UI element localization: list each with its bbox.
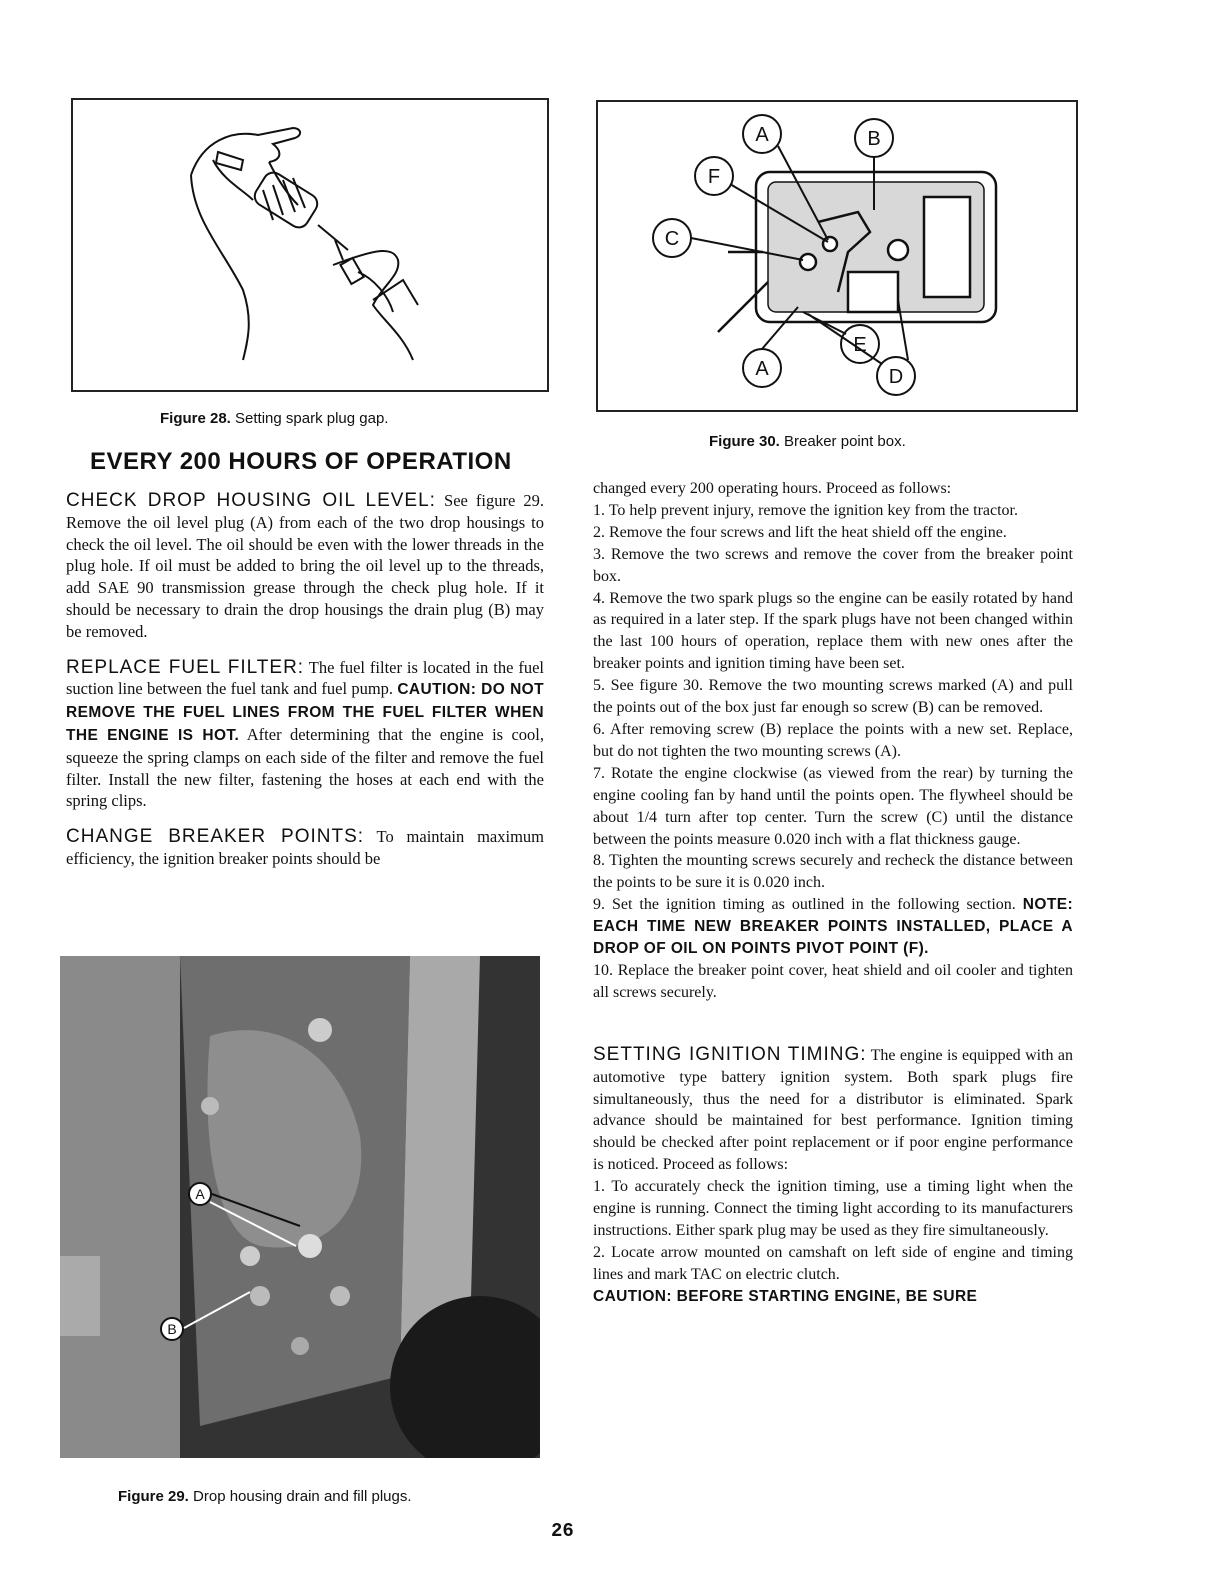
breaker-step-3: 3. Remove the two screws and remove the cover from the breaker point box. [593,545,1073,585]
svg-text:F: F [707,166,721,188]
check-drop-paragraph: CHECK DROP HOUSING OIL LEVEL: See figure 29. Remove the oil level plug (A) from each of the two drop housings to check the oil level. The oil should be even with the lower threads in the plug hole. If oil must be added to bring the oil level up to the threads, add SAE 90 transmission grease through the check plug hole. If it should be necessary to drain the drop housings the drain plug (B) may be removed. [66,490,544,641]
timing-heading: SETTING IGNITION TIMING: [593,1043,867,1065]
svg-text:A: A [755,358,769,380]
breaker-points-continued: changed every 200 operating hours. Proceed as follows: [593,480,952,497]
breaker-step-4: 4. Remove the two spark plugs so the engine can be easily rotated by hand as required in a later step. If the spark plugs have not been changed within the last 100 hours of operation, replace them with new ones after the breaker points and ignition timing have been set. [593,589,1073,673]
breaker-step-5: 5. See figure 30. Remove the two mounting screws marked (A) and pull the points out of the box just far enough so screw (B) can be removed. [593,677,1073,717]
figure-28-caption: Figure 28. Setting spark plug gap. [160,410,389,427]
breaker-step-10: 10. Replace the breaker point cover, heat shield and oil cooler and tighten all screws securely. [593,961,1073,1001]
svg-text:B: B [867,128,881,150]
fuel-filter-caution: CAUTION: DO NOT REMOVE THE FUEL LINES FROM THE FUEL FILTER WHEN THE ENGINE IS HOT. [66,681,545,744]
timing-paragraph: SETTING IGNITION TIMING: The engine is equipped with an automotive type battery ignition system. Both spark plugs fire simultaneously, thus the need for a distributor is eliminated. Spark advance should be maintained for best performance. Ignition timing should be checked after point replacement or if poor engine performance is noticed. Proceed as follows: [593,1043,1073,1174]
breaker-points-paragraph: CHANGE BREAKER POINTS: To maintain maximum efficiency, the ignition breaker points should be [66,826,544,868]
page-number: 26 [551,1520,574,1542]
svg-text:A: A [755,124,769,146]
breaker-step-7: 7. Rotate the engine clockwise (as viewed from the rear) by turning the engine cooling fan by hand until the points open. The flywheel should be about 1/4 turn after top center. Turn the screw (C) until the distance between the points measure 0.020 inch with a flat thickness gauge. [593,764,1073,848]
figure-30-frame [596,100,1078,412]
svg-text:C: C [664,228,680,250]
figure-30-caption: Figure 30. Breaker point box. [709,433,906,450]
breaker-step-2: 2. Remove the four screws and lift the heat shield off the engine. [593,523,1007,541]
breaker-step-1: 1. To help prevent injury, remove the ignition key from the tractor. [593,501,1018,519]
breaker-step-6: 6. After removing screw (B) replace the points with a new set. Replace, but do not tighten the two mounting screws (A). [593,720,1073,760]
breaker-step-9: 9. Set the ignition timing as outlined in the following section. NOTE: EACH TIME NEW BREAKER POINTS INSTALLED, PLACE A DROP OF OIL ON POINTS PIVOT POINT (F). [593,896,1073,958]
spark-plug-gap-illustration [73,100,547,390]
svg-text:D: D [888,366,904,388]
breaker-step-8: 8. Tighten the mounting screws securely and recheck the distance between the points to be sure it is 0.020 inch. [593,852,1073,892]
section-title: EVERY 200 HOURS OF OPERATION [90,448,512,475]
timing-step-2: 2. Locate arrow mounted on camshaft on left side of engine and timing lines and mark TAC on electric clutch. [593,1243,1073,1283]
fuel-filter-paragraph: REPLACE FUEL FILTER: The fuel filter is located in the fuel suction line between the fuel tank and fuel pump. CAUTION: DO NOT REMOVE THE FUEL LINES FROM THE FUEL FILTER WHEN THE ENGINE IS HOT. After determining that the engine is cool, squeeze the spring clamps on each side of the filter and remove the fuel filter. Install the new filter, fastening the hoses at each end with the spring clips. [66,656,545,811]
svg-text:B: B [167,1321,177,1337]
check-drop-heading: CHECK DROP HOUSING OIL LEVEL: [66,490,436,511]
fuel-filter-heading: REPLACE FUEL FILTER: [66,656,305,678]
figure-29-photo [60,956,540,1458]
timing-step-1: 1. To accurately check the ignition timing, use a timing light when the engine is running. Connect the timing light according to its manufacturers instructions. Either spark plug may be used as they fire simultaneously. [593,1178,1073,1239]
timing-caution: CAUTION: BEFORE STARTING ENGINE, BE SURE [593,1287,978,1305]
svg-text:A: A [195,1186,205,1202]
svg-text:E: E [853,334,867,356]
left-column [66,490,544,870]
breaker-point-box-illustration [598,102,1076,410]
breaker-points-heading: CHANGE BREAKER POINTS: [66,826,365,848]
breaker-note: NOTE: EACH TIME NEW BREAKER POINTS INSTALLED, PLACE A DROP OF OIL ON POINTS PIVOT POINT (F). [593,896,1073,958]
figure-29-caption: Figure 29. Drop housing drain and fill plugs. [118,1488,412,1505]
figure-28-frame [71,98,549,392]
right-column [593,478,1073,1308]
